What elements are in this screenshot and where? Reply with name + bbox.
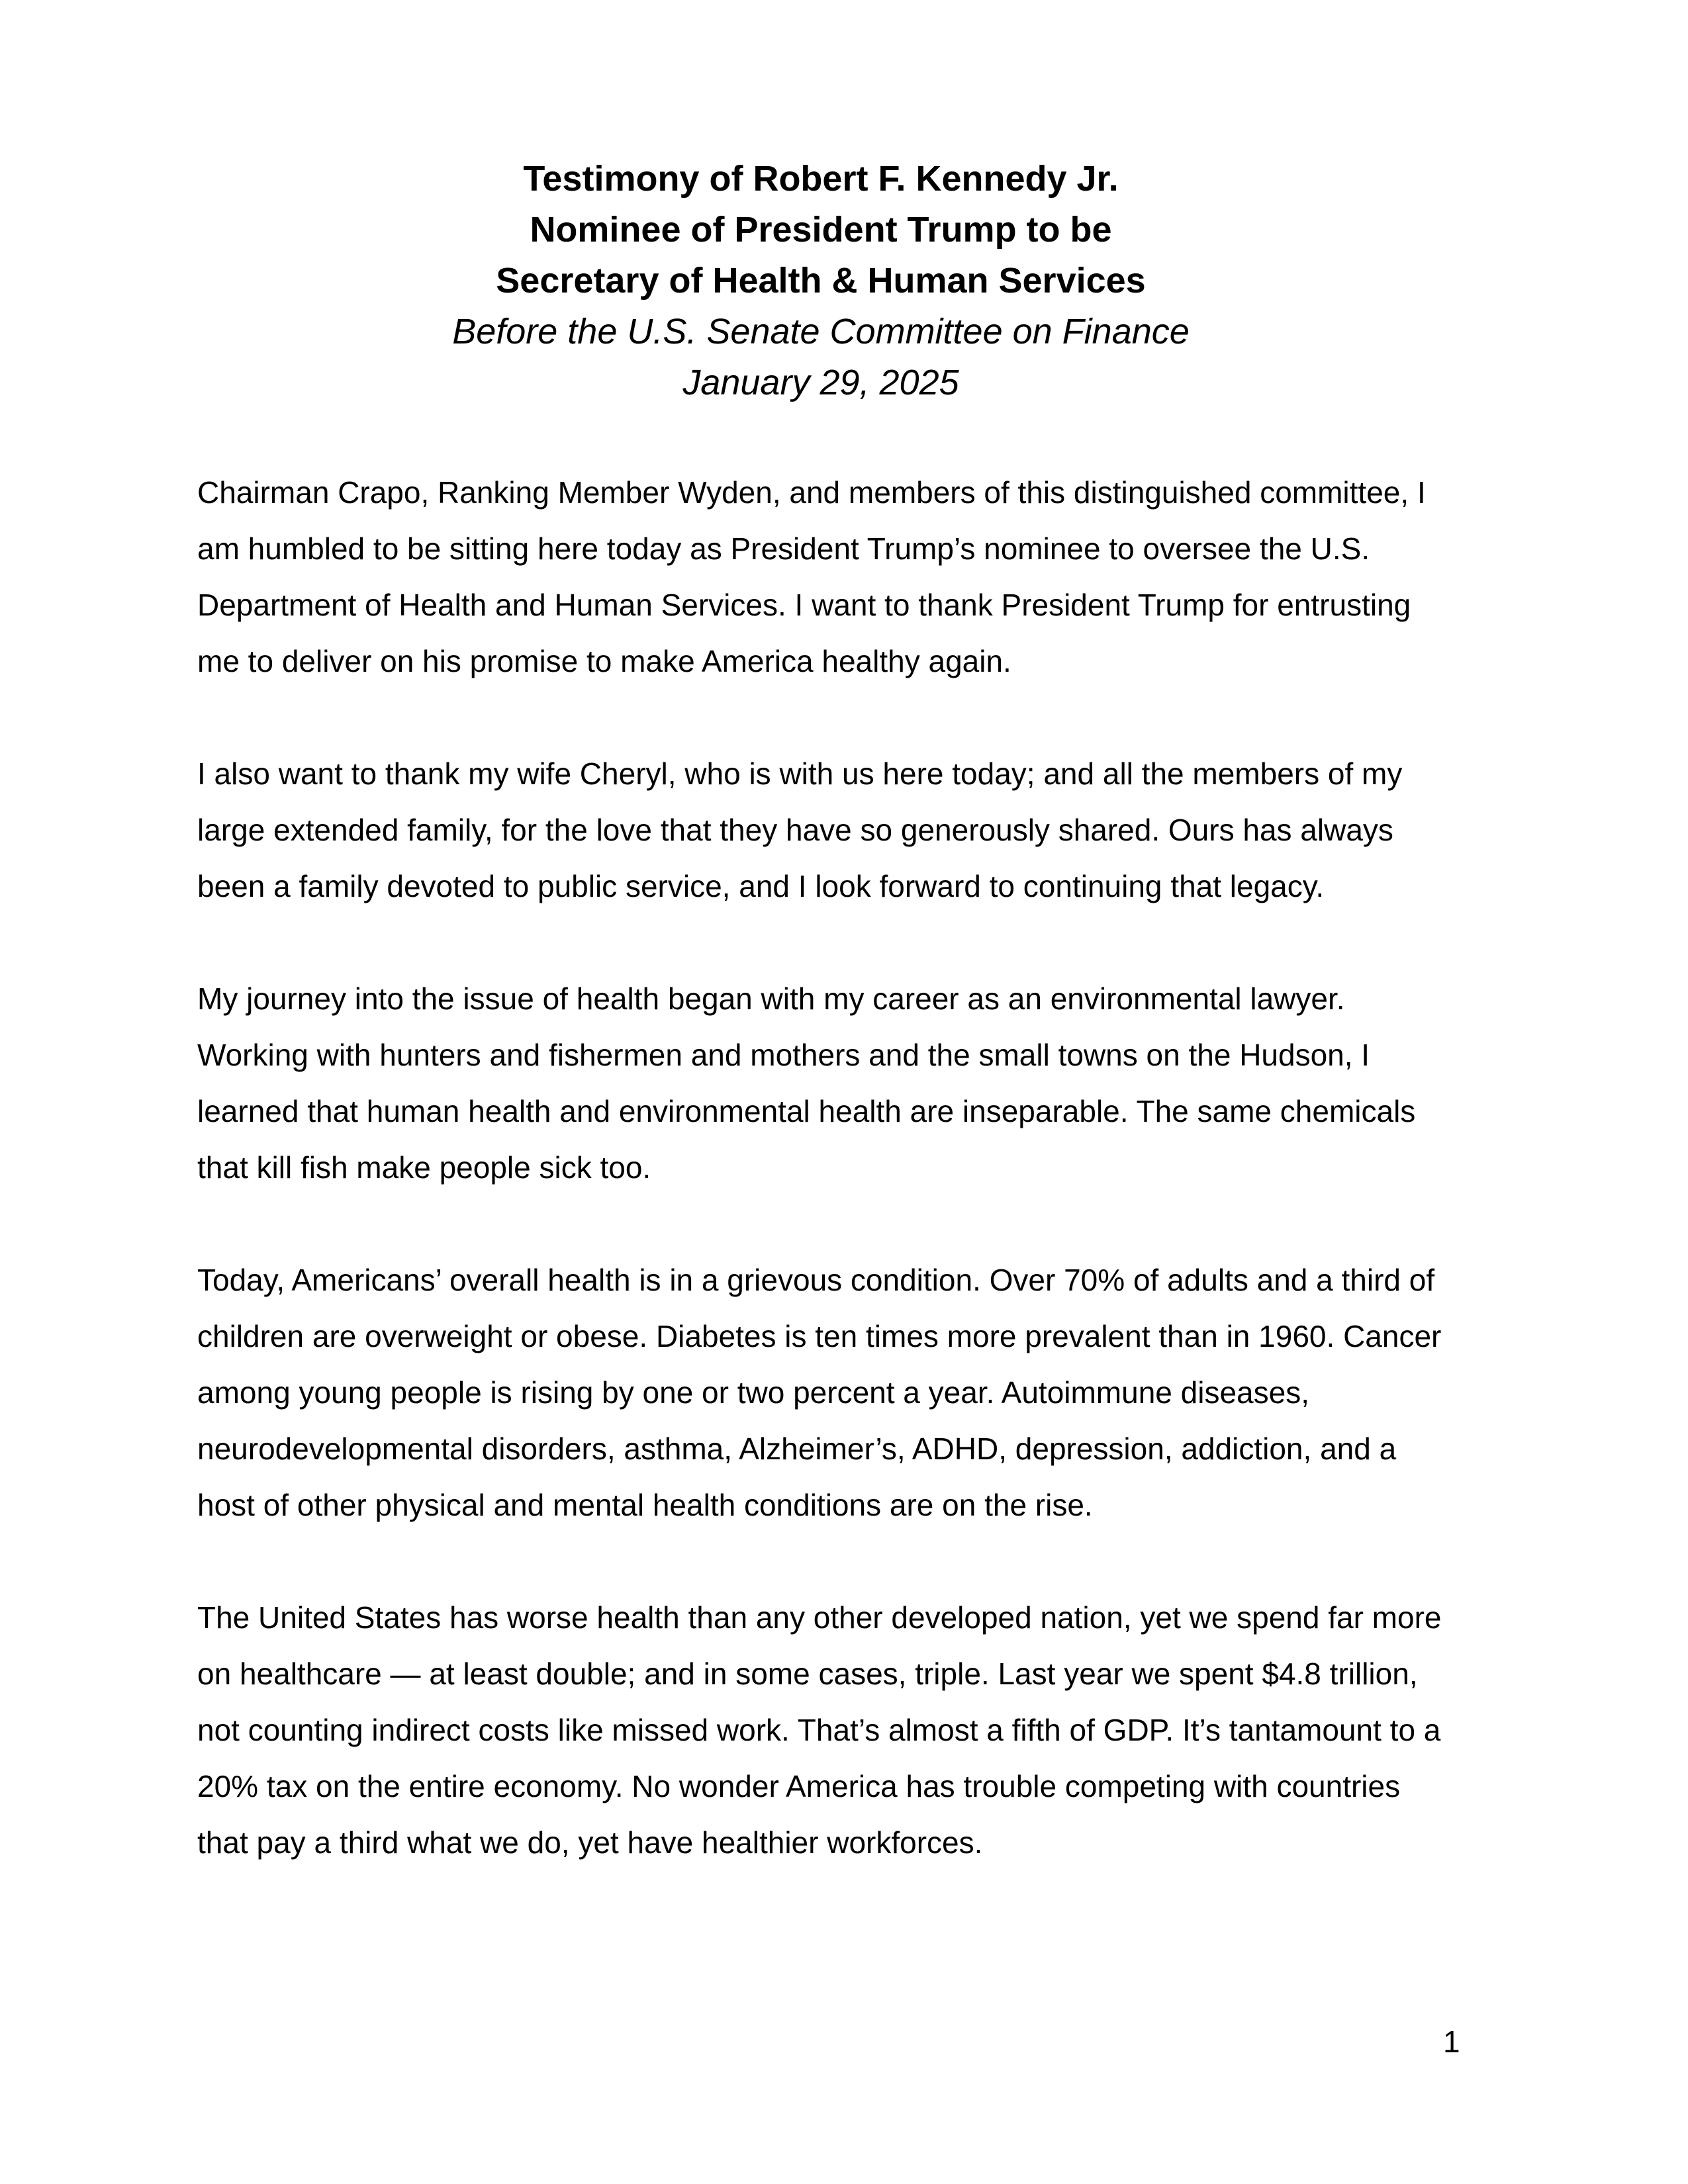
text-line: host of other physical and mental health conditions are on the rise.	[197, 1488, 1093, 1522]
text-line: I also want to thank my wife Cheryl, who is with us here today; and all the members of my	[197, 756, 1403, 791]
text-line: large extended family, for the love that they have so generously shared. Ours has always	[197, 813, 1393, 847]
paragraph-2	[197, 746, 1561, 915]
title-line-1: Testimony of Robert F. Kennedy Jr.	[523, 159, 1119, 199]
paragraph-4	[197, 1252, 1561, 1533]
text-line: Department of Health and Human Services. I want to thank President Trump for entrusting	[197, 588, 1411, 622]
page-number: 1	[1443, 2025, 1460, 2059]
text-line: neurodevelopmental disorders, asthma, Alzheimer’s, ADHD, depression, addiction, and a	[197, 1432, 1397, 1466]
text-line: Chairman Crapo, Ranking Member Wyden, and members of this distinguished committee, I	[197, 475, 1426, 510]
document-header	[0, 154, 1642, 408]
text-line: Today, Americans’ overall health is in a grievous condition. Over 70% of adults and a third of	[197, 1263, 1435, 1297]
title-line-3: Secretary of Health & Human Services	[496, 261, 1146, 300]
paragraph-3	[197, 971, 1561, 1196]
text-line: 20% tax on the entire economy. No wonder America has trouble competing with countries	[197, 1769, 1401, 1803]
text-line: on healthcare — at least double; and in some cases, triple. Last year we spent $4.8 trillion,	[197, 1657, 1418, 1691]
text-line: The United States has worse health than any other developed nation, yet we spend far more	[197, 1600, 1442, 1635]
paragraph-1	[197, 465, 1561, 690]
document-body	[197, 465, 1561, 1927]
text-line: me to deliver on his promise to make America healthy again.	[197, 644, 1011, 678]
text-line: not counting indirect costs like missed work. That’s almost a fifth of GDP. It’s tantamount to a	[197, 1713, 1441, 1747]
text-line: Working with hunters and fishermen and mothers and the small towns on the Hudson, I	[197, 1038, 1370, 1072]
text-line: children are overweight or obese. Diabetes is ten times more prevalent than in 1960. Cancer	[197, 1319, 1442, 1353]
text-line: that kill fish make people sick too.	[197, 1150, 651, 1185]
text-line: am humbled to be sitting here today as President Trump’s nominee to oversee the U.S.	[197, 531, 1370, 566]
paragraph-5	[197, 1590, 1561, 1871]
text-line: been a family devoted to public service, and I look forward to continuing that legacy.	[197, 869, 1325, 903]
venue-line: Before the U.S. Senate Committee on Finance	[452, 312, 1190, 351]
date-line: January 29, 2025	[682, 363, 959, 402]
text-line: learned that human health and environmental health are inseparable. The same chemicals	[197, 1094, 1416, 1128]
text-line: that pay a third what we do, yet have healthier workforces.	[197, 1825, 983, 1860]
text-line: My journey into the issue of health began with my career as an environmental lawyer.	[197, 981, 1345, 1016]
text-line: among young people is rising by one or two percent a year. Autoimmune diseases,	[197, 1375, 1309, 1410]
title-line-2: Nominee of President Trump to be	[530, 210, 1112, 250]
